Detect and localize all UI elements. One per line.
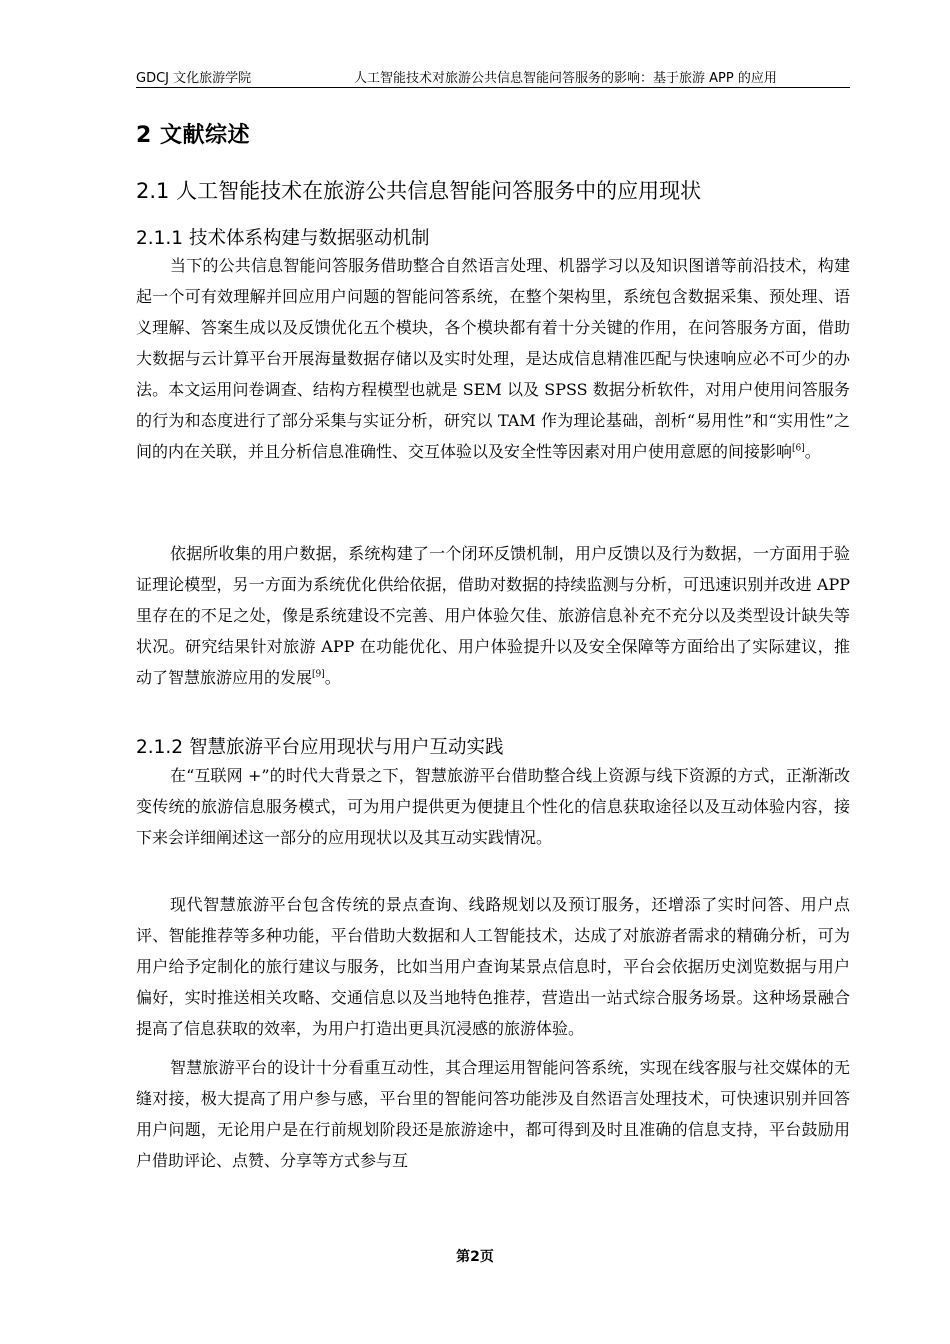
paragraph: 依据所收集的用户数据，系统构建了一个闭环反馈机制，用户反馈以及行为数据，一方面用于验证理论模型，另一方面为系统优化供给依据，借助对数据的持续监测与分析，可迅速识别并改进 APP 里存在的不足之处，像是系统建设不完善、用户体验欠佳、旅游信息补充不充分以及类型设计缺失等状况。研究结果针对旅游 APP 在功能优化、用户体验提升以及安全保障等方面给出了实际建议，推动了智慧旅游应用的发展[9]。	[136, 544, 850, 687]
chapter-title: 2 文献综述	[136, 123, 250, 148]
section-title: 2.1 人工智能技术在旅游公共信息智能问答服务中的应用现状	[136, 179, 702, 203]
page-number: 第2页	[456, 1249, 494, 1265]
citation: [6]	[792, 443, 805, 454]
header-paper-title: 人工智能技术对旅游公共信息智能问答服务的影响：基于旅游 APP 的应用	[354, 71, 777, 86]
paragraph: 当下的公共信息智能问答服务借助整合自然语言处理、机器学习以及知识图谱等前沿技术，构建起一个可有效理解并回应用户问题的智能问答系统，在整个架构里，系统包含数据采集、预处理、语义理解、答案生成以及反馈优化五个模块，各个模块都有着十分关键的作用，在问答服务方面，借助大数据与云计算平台开展海量数据存储以及实时处理，是达成信息精准匹配与快速响应必不可少的办法。本文运用问卷调查、结构方程模型也就是 SEM 以及 SPSS 数据分析软件，对用户使用问答服务的行为和态度进行了部分采集与实证分析，研究以 TAM 作为理论基础，剖析“易用性”和“实用性”之间的内在关联，并且分析信息准确性、交互体验以及安全性等因素对用户使用意愿的间接影响[6]。	[136, 256, 850, 461]
citation: [9]	[312, 669, 325, 680]
subsection-title-2: 2.1.2 智慧旅游平台应用现状与用户互动实践	[136, 737, 504, 758]
subsection-title-1: 2.1.1 技术体系构建与数据驱动机制	[136, 228, 430, 249]
paragraph: 在“互联网 +”的时代大背景之下，智慧旅游平台借助整合线上资源与线下资源的方式，正渐渐改变传统的旅游信息服务模式，可为用户提供更为便捷且个性化的信息获取途径以及互动体验内容，接下来会详细阐述这一部分的应用现状以及其互动实践情况。	[136, 766, 850, 847]
page-header	[136, 66, 850, 88]
header-institution: GDCJ 文化旅游学院	[136, 71, 252, 86]
paragraph: 现代智慧旅游平台包含传统的景点查询、线路规划以及预订服务，还增添了实时问答、用户点评、智能推荐等多种功能，平台借助大数据和人工智能技术，达成了对旅游者需求的精确分析，可为用户给予定制化的旅行建议与服务，比如当用户查询某景点信息时，平台会依据历史浏览数据与用户偏好，实时推送相关攻略、交通信息以及当地特色推荐，营造出一站式综合服务场景。这种场景融合提高了信息获取的效率，为用户打造出更具沉浸感的旅游体验。	[136, 895, 850, 1038]
paragraph: 智慧旅游平台的设计十分看重互动性，其合理运用智能问答系统，实现在线客服与社交媒体的无缝对接，极大提高了用户参与感，平台里的智能问答功能涉及自然语言处理技术，可快速识别并回答用户问题，无论用户是在行前规划阶段还是旅游途中，都可得到及时且准确的信息支持，平台鼓励用户借助评论、点赞、分享等方式参与互	[136, 1058, 850, 1170]
